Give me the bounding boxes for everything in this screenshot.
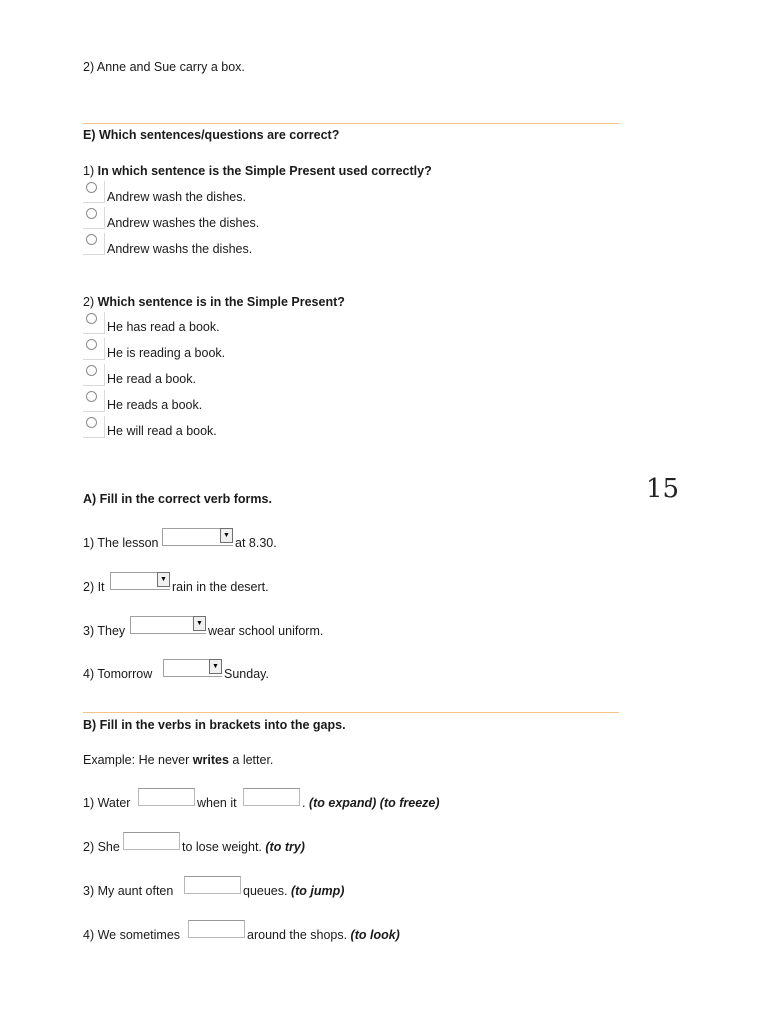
verb-hint: (to try) [265, 840, 305, 854]
question-number: 1) [83, 164, 98, 178]
radio-circle-icon [86, 417, 97, 428]
fill-item-text: 1) Water [83, 796, 131, 810]
option-label: He has read a book. [107, 320, 220, 334]
radio-circle-icon [86, 365, 97, 376]
radio-option-is-reading[interactable] [83, 338, 105, 360]
question-text: Which sentence is in the Simple Present? [97, 295, 345, 309]
fill-item-text: around the shops. [247, 928, 351, 942]
fill-item-text: 1) The lesson [83, 536, 159, 550]
page-number: 15 [646, 474, 680, 504]
question-1 [83, 164, 432, 178]
option-label: Andrew washes the dishes. [107, 216, 260, 230]
fill-item-text: queues. [243, 884, 291, 898]
radio-circle-icon [86, 391, 97, 402]
radio-option-read[interactable] [83, 364, 105, 386]
verb-dropdown-1[interactable] [162, 528, 233, 546]
gap-input-1a[interactable] [138, 788, 195, 806]
option-label: He is reading a book. [107, 346, 226, 360]
section-a-heading: A) Fill in the correct verb forms. [83, 492, 272, 506]
verb-hint: (to jump) [290, 884, 345, 898]
fill-item-text: wear school uniform. [208, 624, 324, 638]
radio-option-andrew-washs[interactable] [83, 233, 105, 255]
fill-item-text: 4) We sometimes [83, 928, 181, 942]
dropdown-arrow-icon[interactable]: ▼ [209, 659, 222, 674]
dropdown-arrow-icon[interactable]: ▼ [220, 528, 233, 543]
option-label: Andrew wash the dishes. [107, 190, 246, 204]
gap-input-3[interactable] [184, 876, 241, 894]
verb-dropdown-3[interactable] [130, 616, 206, 634]
fill-item-text: 4) Tomorrow [83, 667, 153, 681]
fill-item-line-end [247, 928, 400, 942]
fill-item-text: 3) My aunt often [83, 884, 174, 898]
section-e-heading: E) Which sentences/questions are correct? [83, 128, 340, 142]
fill-item-line-end [243, 884, 344, 898]
radio-circle-icon [86, 208, 97, 219]
example-line [83, 753, 273, 767]
radio-option-andrew-wash[interactable] [83, 181, 105, 203]
radio-option-andrew-washes[interactable] [83, 207, 105, 229]
radio-circle-icon [86, 313, 97, 324]
exercise-item-text: 2) Anne and Sue carry a box. [83, 60, 245, 74]
fill-item-text: 2) She [83, 840, 120, 854]
verb-hint: (to look) [350, 928, 400, 942]
fill-item-text: Sunday. [224, 667, 269, 681]
option-label: He read a book. [107, 372, 196, 386]
fill-item-line-end [302, 796, 440, 810]
radio-option-will-read[interactable] [83, 416, 105, 438]
fill-item-text: to lose weight. [182, 840, 266, 854]
fill-item-text: . [302, 796, 309, 810]
example-text: a letter. [228, 753, 274, 767]
option-label: He will read a book. [107, 424, 217, 438]
question-text: In which sentence is the Simple Present used correctly? [97, 164, 432, 178]
fill-item-text: 3) They [83, 624, 126, 638]
radio-circle-icon [86, 182, 97, 193]
question-number: 2) [83, 295, 98, 309]
fill-item-text: at 8.30. [235, 536, 277, 550]
option-label: Andrew washs the dishes. [107, 242, 253, 256]
gap-input-2[interactable] [123, 832, 180, 850]
fill-item-line-end [182, 840, 305, 854]
fill-item-text: rain in the desert. [172, 580, 269, 594]
example-verb: writes [192, 753, 229, 767]
question-2 [83, 295, 345, 309]
radio-option-reads[interactable] [83, 390, 105, 412]
verb-dropdown-2[interactable] [110, 572, 170, 590]
section-divider [83, 712, 619, 713]
section-divider [83, 123, 619, 124]
radio-circle-icon [86, 339, 97, 350]
fill-item-text: when it [197, 796, 237, 810]
verb-dropdown-4[interactable] [163, 659, 222, 677]
example-text: Example: He never [83, 753, 193, 767]
radio-circle-icon [86, 234, 97, 245]
section-b-heading: B) Fill in the verbs in brackets into the gaps. [83, 718, 346, 732]
verb-hint: (to expand) (to freeze) [308, 796, 440, 810]
dropdown-arrow-icon[interactable]: ▼ [193, 616, 206, 631]
gap-input-1b[interactable] [243, 788, 300, 806]
radio-option-has-read[interactable] [83, 312, 105, 334]
fill-item-text: 2) It [83, 580, 105, 594]
option-label: He reads a book. [107, 398, 203, 412]
gap-input-4[interactable] [188, 920, 245, 938]
dropdown-arrow-icon[interactable]: ▼ [157, 572, 170, 587]
